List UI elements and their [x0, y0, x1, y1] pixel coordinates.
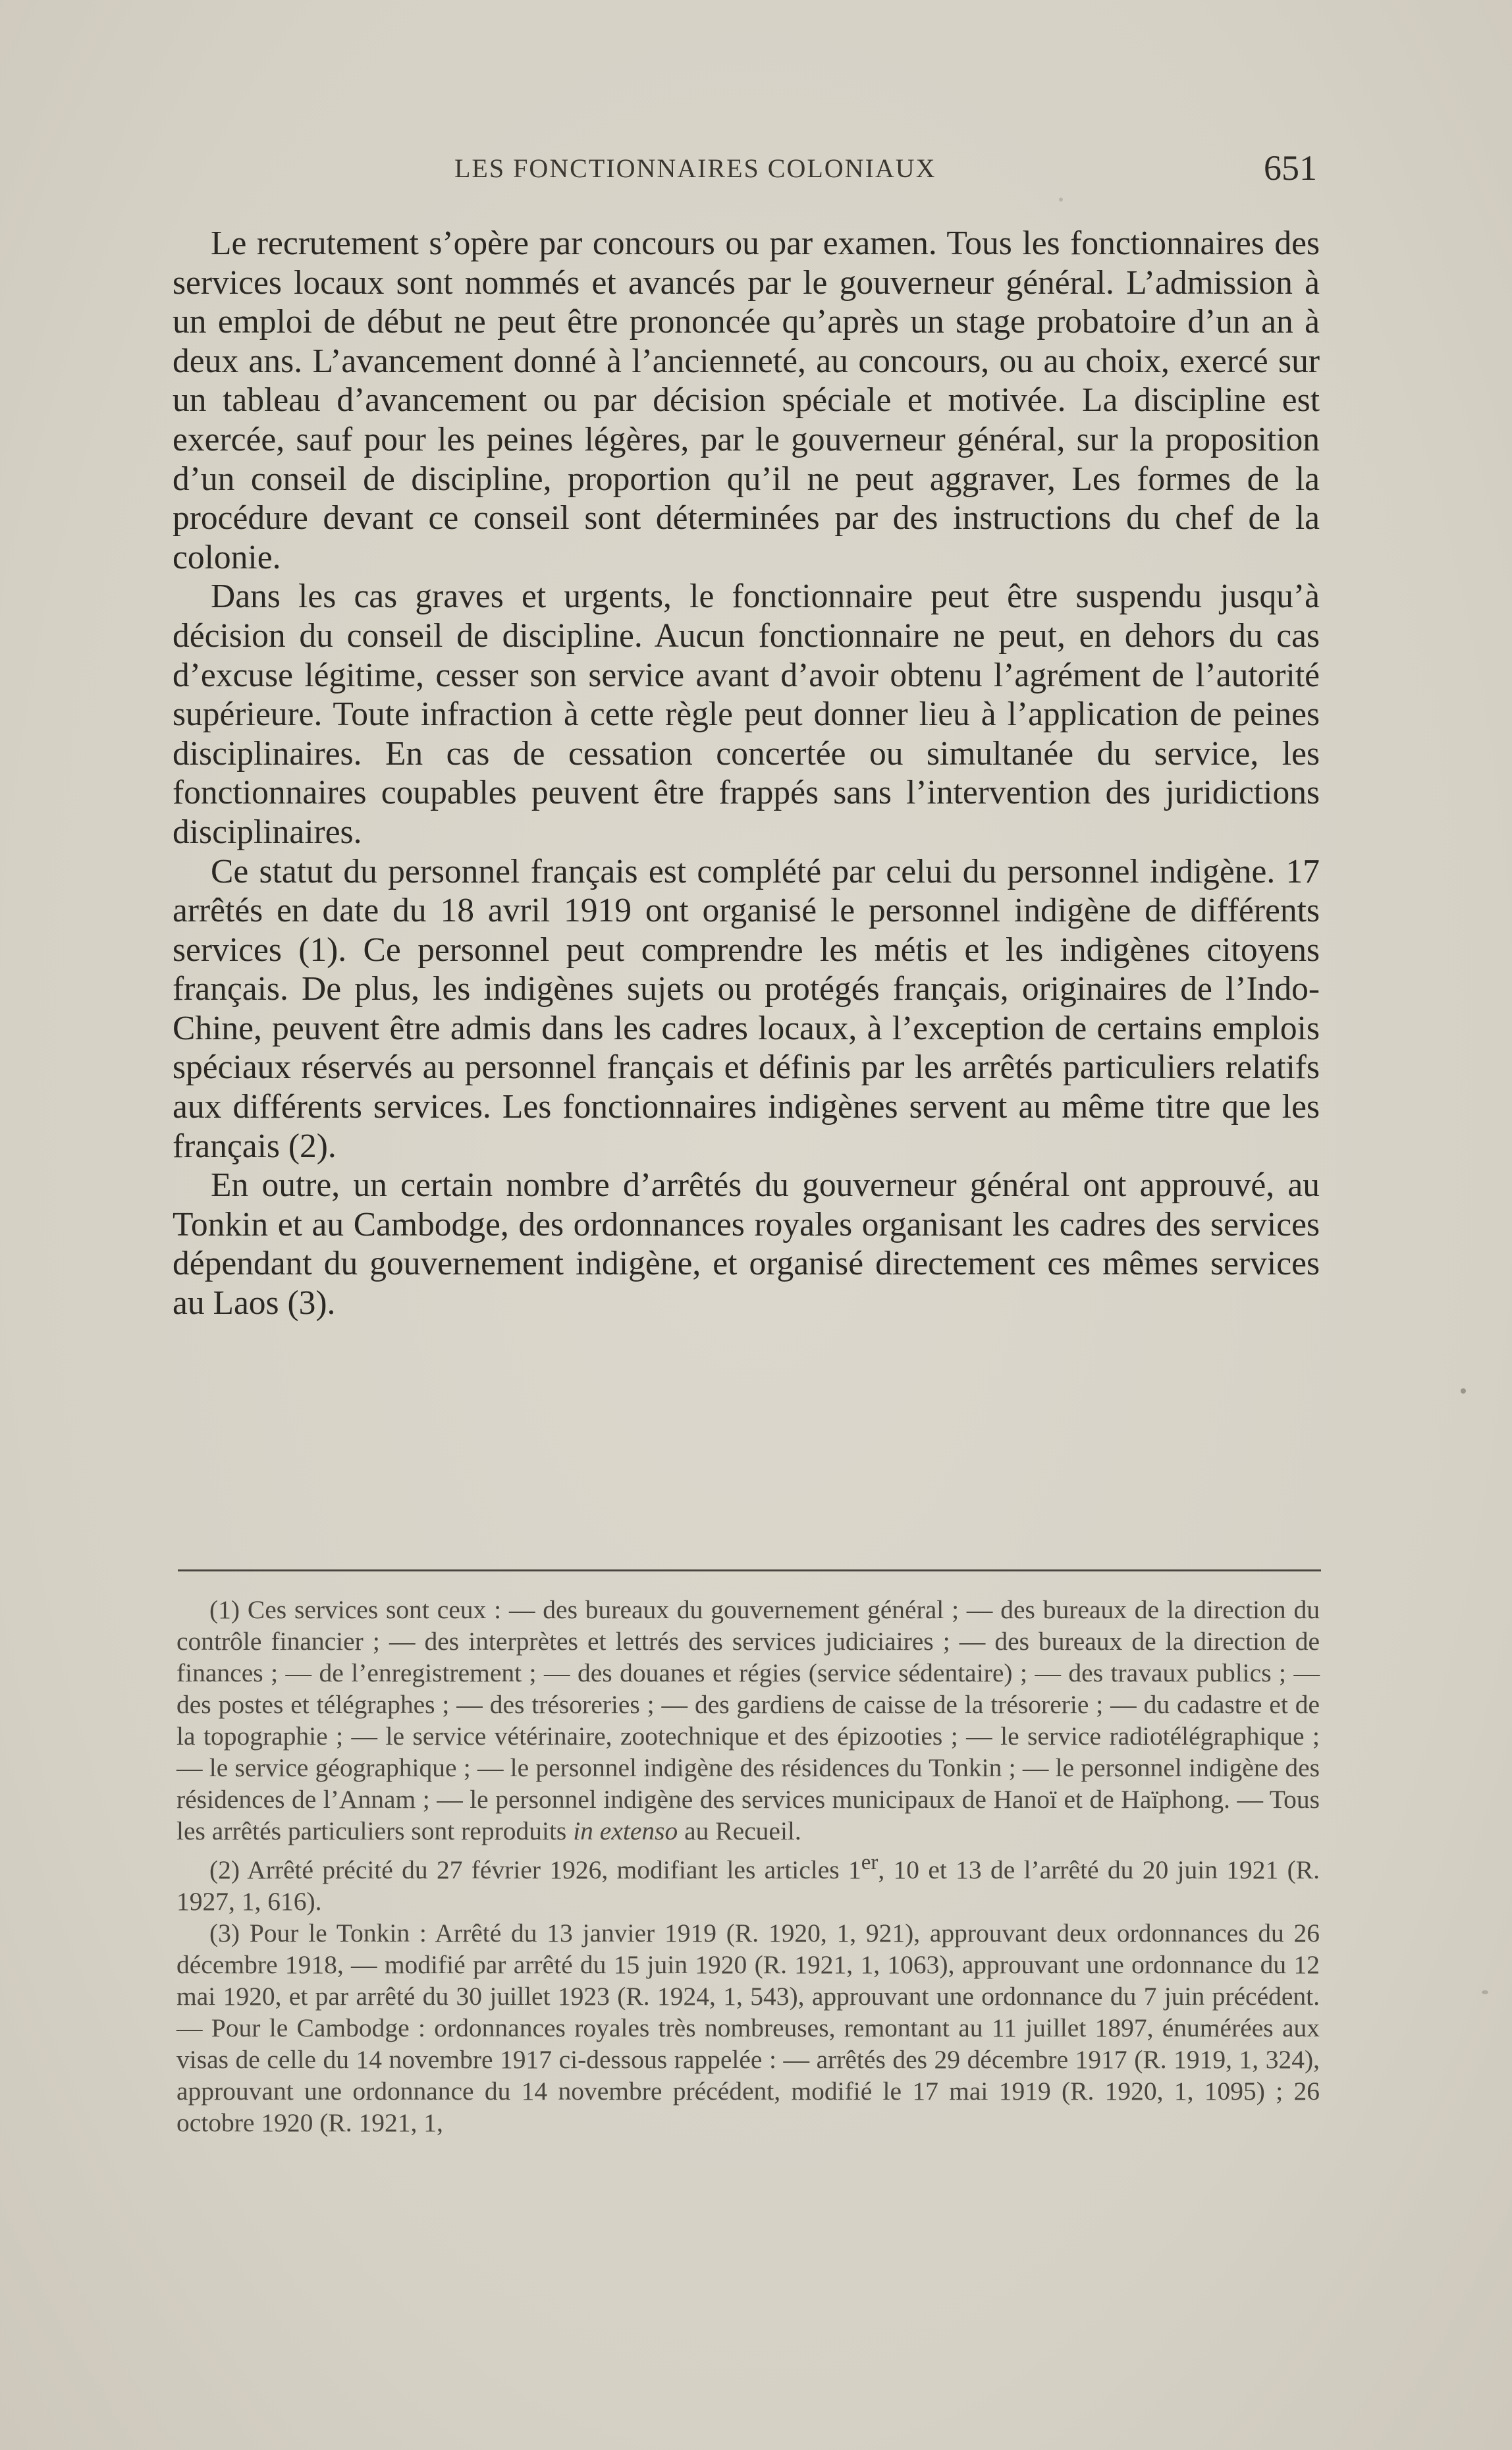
footnote-2	[176, 1847, 1320, 1917]
paper-speck	[1482, 1990, 1488, 1994]
paragraph-native-personnel: Ce statut du personnel français est complété par celui du personnel indigène. 17 arrêtés en date du 18 avril 1919 ont organisé le personnel indigène de différents services (1). Ce personnel peut comprendre les métis et les indigènes citoyens français. De plus, les indigènes sujets ou protégés français, originaires de l’Indo-Chine, peuvent être admis dans les cadres locaux, à l’exception de certains emplois spéciaux réservés au personnel français et définis par les arrêtés particuliers relatifs aux différents services. Les fonctionnaires indigènes servent au même titre que les français (2).	[173, 852, 1320, 1165]
paper-speck	[1461, 1388, 1466, 1394]
paragraph-royal-ordinances: En outre, un certain nombre d’arrêtés du gouverneur général ont approuvé, au Tonkin et au Cambodge, des ordonnances royales organisant les cadres des services dépendant du gouvernement indigène, et organisé directement ces mêmes services au Laos (3).	[173, 1166, 1320, 1322]
running-title: LES FONCTIONNAIRES COLONIAUX	[454, 153, 936, 183]
footnote-1-italic: in extenso	[573, 1816, 678, 1845]
footnote-1-end: au Recueil.	[678, 1816, 801, 1845]
footnotes	[176, 1594, 1320, 2138]
running-head	[178, 148, 1317, 192]
page-number: 651	[1264, 148, 1317, 188]
paragraph-recruitment: Le recrutement s’opère par concours ou par examen. Tous les fonctionnaires des services locaux sont nommés et avancés par le gouverneur général. L’admission à un emploi de début ne peut être prononcée qu’après un stage probatoire d’un an à deux ans. L’avancement donné à l’ancienneté, au concours, ou au choix, exercé sur un tableau d’avancement ou par décision spéciale et motivée. La discipline est exercée, sauf pour les peines légères, par le gouverneur général, sur la proposition d’un conseil de discipline, proportion qu’il ne peut aggraver, Les formes de la procédure devant ce conseil sont déterminées par des instructions du chef de la colonie.	[173, 225, 1320, 576]
footnote-2-end: , 10 et 13 de l’arrêté du 20 juin 1921 (R. 1927, 1, 616).	[176, 1855, 1320, 1917]
footnote-1-text: (1) Ces services sont ceux : — des bureaux du gouvernement général ; — des bureaux de la direction du contrôle financier ; — des interprètes et lettrés des services judiciaires ; — des bureaux de la direction de finances ; — de l’enregistrement ; — des douanes et régies (service sédentaire) ; — des travaux publics ; — des postes et télégraphes ; — des trésoreries ; — des gardiens de caisse de la trésorerie ; — du cadastre et de la topographie ; — le service vétérinaire, zootechnique et des épizooties ; — le service radiotélégraphique ; — le service géographique ; — le personnel indigène des résidences du Tonkin ; — le personnel indigène des résidences de l’Annam ; — le personnel indigène des services municipaux de Hanoï et de Haïphong. — Tous les arrêtés particuliers sont reproduits	[176, 1595, 1320, 1845]
footnote-2-text: (2) Arrêté précité du 27 février 1926, modifiant les articles 1	[209, 1855, 861, 1885]
footnote-divider	[178, 1569, 1321, 1571]
footnote-3: (3) Pour le Tonkin : Arrêté du 13 janvier 1919 (R. 1920, 1, 921), approuvant deux ordonnances du 26 décembre 1918, — modifié par arrêté du 15 juin 1920 (R. 1921, 1, 1063), approuvant une ordonnance du 12 mai 1920, et par arrêté du 30 juillet 1923 (R. 1924, 1, 543), approuvant une ordonnance du 7 juin précédent. — Pour le Cambodge : ordonnances royales très nombreuses, remontant au 11 juillet 1897, énumérées aux visas de celle du 14 novembre 1917 ci-dessous rappelée : — arrêtés des 29 décembre 1917 (R. 1919, 1, 324), approuvant une ordonnance du 14 novembre précédent, modifié le 17 mai 1919 (R. 1920, 1, 1095) ; 26 octobre 1920 (R. 1921, 1,	[176, 1919, 1320, 2138]
footnote-1	[176, 1594, 1320, 1847]
body-text	[173, 224, 1320, 1323]
footnote-2-superscript: er	[861, 1851, 878, 1874]
paper-speck	[1059, 198, 1063, 202]
paragraph-suspension: Dans les cas graves et urgents, le fonctionnaire peut être suspendu jusqu’à décision du conseil de discipline. Aucun fonctionnaire ne peut, en dehors du cas d’excuse légitime, cesser son service avant d’avoir obtenu l’agrément de l’autorité supérieure. Toute infraction à cette règle peut donner lieu à l’application de peines disciplinaires. En cas de cessation concertée ou simultanée du service, les fonctionnaires coupables peuvent être frappés sans l’intervention des juridictions disciplinaires.	[173, 578, 1320, 851]
